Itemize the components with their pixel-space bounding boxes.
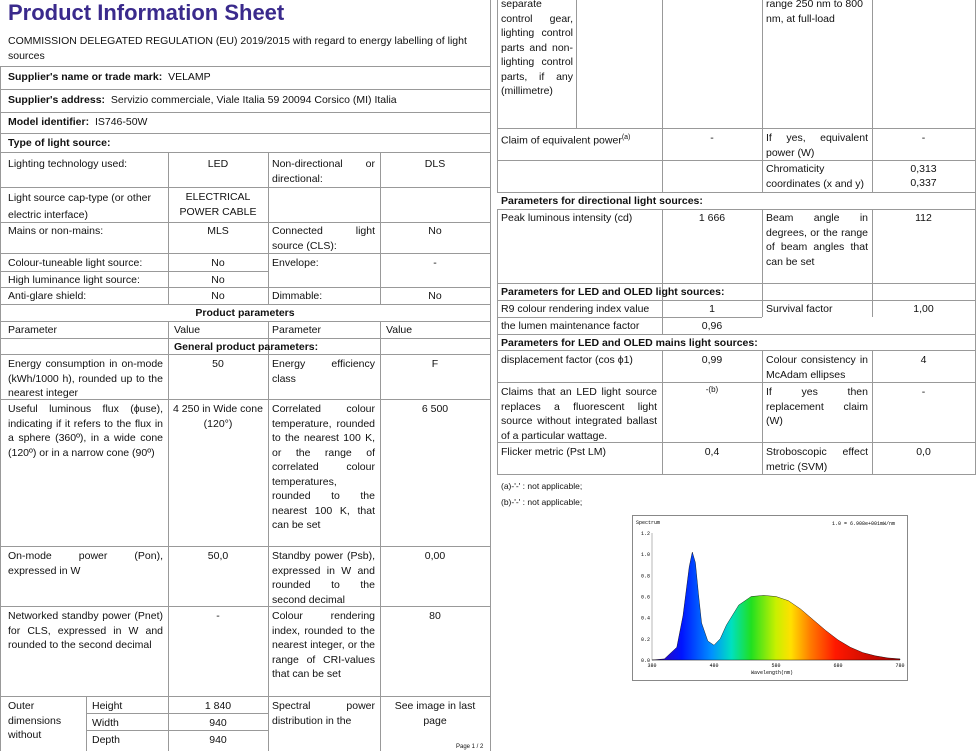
led-heading: Parameters for LED and OLED light sources: bbox=[501, 286, 725, 298]
peak-label: Peak luminous intensity (cd) bbox=[501, 212, 633, 224]
tech-value: LED bbox=[207, 158, 229, 170]
chart-legend: 1.0 = 6.908e+001mW/nm bbox=[832, 521, 896, 527]
cap-value: ELECTRICAL POWER CABLE bbox=[179, 191, 257, 218]
netstandby-label: Networked standby power (Pnet) for CLS, expressed in W and rounded to the second decimal bbox=[8, 610, 163, 651]
tuneable-label: Colour-tuneable light source: bbox=[8, 257, 143, 269]
product-params-heading: Product parameters bbox=[195, 307, 295, 319]
efficiency-value: F bbox=[431, 358, 439, 370]
chroma-label: Chromaticity coordinates (x and y) bbox=[766, 163, 865, 190]
mains-heading: Parameters for LED and OLED mains light sources: bbox=[501, 337, 758, 349]
equiv-sup: (a) bbox=[621, 134, 631, 141]
cct-label: Correlated colour temperature, rounded to the nearest 100 K, or the range of correlated colour temperatures, rounded to the nearest 100 K, that can be set bbox=[272, 403, 375, 531]
survival-label: Survival factor bbox=[766, 303, 833, 315]
chroma-y: 0,337 bbox=[910, 177, 937, 189]
dimmable-value: No bbox=[428, 290, 442, 302]
efficiency-label: Energy efficiency class bbox=[272, 358, 375, 385]
supplier-address-value: Servizio commerciale, Viale Italia 59 20094 Corsico (MI) Italia bbox=[110, 94, 397, 106]
note-a: (a)-'-' : not applicable; bbox=[501, 481, 583, 491]
onmode-value: 50,0 bbox=[207, 550, 229, 562]
type-heading: Type of light source: bbox=[8, 137, 111, 149]
y-tick-label: 0.8 bbox=[640, 573, 650, 580]
envelope-value: - bbox=[433, 257, 437, 269]
regulation-text: COMMISSION DELEGATED REGULATION (EU) 2019/2015 with regard to energy labelling of light sources bbox=[8, 35, 467, 62]
tech-label: Lighting technology used: bbox=[8, 158, 128, 170]
equiv-power-label: If yes, equivalent power (W) bbox=[766, 132, 868, 159]
range-text: range 250 nm to 800 nm, at full-load bbox=[766, 0, 863, 25]
supplier-name-label: Supplier's name or trade mark: bbox=[8, 71, 163, 83]
height-label: Height bbox=[92, 700, 123, 712]
y-tick-label: 0.6 bbox=[640, 594, 650, 601]
beam-label: Beam angle in degrees, or the range of beam angles that can be set bbox=[766, 212, 868, 268]
chroma-x: 0,313 bbox=[910, 163, 937, 175]
nondir-value: DLS bbox=[424, 158, 446, 170]
x-tick-label: 780 bbox=[895, 663, 905, 669]
x-tick-label: 680 bbox=[833, 663, 843, 669]
onmode-label: On-mode power (Pon), expressed in W bbox=[8, 550, 163, 577]
standby-label: Standby power (Psb), expressed in W and rounded to the second decimal bbox=[272, 550, 375, 606]
equiv-power-value: - bbox=[921, 132, 926, 144]
nondir-label: Non-directional or directional: bbox=[272, 158, 375, 185]
x-tick-label: 580 bbox=[771, 663, 781, 669]
equiv-row bbox=[501, 131, 661, 148]
col-value: Value bbox=[174, 324, 201, 336]
y-tick-label: 1.0 bbox=[640, 552, 650, 559]
cls-value: No bbox=[428, 225, 442, 237]
r9-label: R9 colour rendering index value bbox=[501, 303, 650, 315]
replace-label: If yes then replacement claim (W) bbox=[766, 386, 868, 427]
equiv-value: - bbox=[710, 132, 714, 144]
energy-label: Energy consumption in on-mode (kWh/1000 h), rounded up to the nearest integer bbox=[8, 358, 163, 399]
r9-value: 1 bbox=[709, 303, 715, 315]
equiv-label: Claim of equivalent power bbox=[501, 134, 622, 147]
supplier-name-value: VELAMP bbox=[168, 71, 211, 83]
claims-value: -(b) bbox=[705, 385, 719, 394]
claims-label: Claims that an LED light source replaces a fluorescent light source without integrated ballast of a particular wattage. bbox=[501, 386, 657, 442]
mains-value: MLS bbox=[207, 225, 229, 237]
supplier-address-row bbox=[8, 93, 488, 108]
general-heading: General product parameters: bbox=[174, 341, 319, 353]
spd-value: See image in last page bbox=[394, 700, 476, 727]
x-tick-label: 480 bbox=[709, 663, 719, 669]
note-b: (b)-'-' : not applicable; bbox=[501, 497, 583, 507]
peak-value: 1 666 bbox=[698, 212, 726, 224]
replace-value: - bbox=[921, 386, 926, 398]
flicker-value: 0,4 bbox=[704, 446, 720, 458]
model-label: Model identifier: bbox=[8, 116, 90, 128]
page-number: Page 1 / 2 bbox=[456, 744, 484, 750]
tuneable-value: No bbox=[211, 257, 225, 269]
flicker-label: Flicker metric (Pst LM) bbox=[501, 446, 606, 458]
dir-heading: Parameters for directional light sources: bbox=[501, 195, 703, 207]
y-tick-label: 0.0 bbox=[640, 658, 650, 664]
disp-label: displacement factor (cos ϕ1) bbox=[501, 354, 633, 366]
spd-label: Spectral power distribution in the bbox=[272, 700, 375, 727]
strobo-value: 0,0 bbox=[916, 446, 931, 458]
lumen-value: 0,96 bbox=[701, 320, 723, 332]
lumen-label: the lumen maintenance factor bbox=[501, 320, 640, 332]
y-tick-label: 0.2 bbox=[640, 636, 650, 643]
chart-title: Spectrum bbox=[636, 520, 661, 526]
netstandby-value: - bbox=[216, 610, 220, 622]
survival-value: 1,00 bbox=[913, 303, 934, 315]
flux-label: Useful luminous flux (ϕuse), indicating if it refers to the flux in a sphere (360º), in a wide cone (120º) or in a narrow cone (90º) bbox=[8, 403, 163, 459]
flux-value: 4 250 in Wide cone (120°) bbox=[173, 403, 263, 430]
width-value: 940 bbox=[209, 717, 227, 729]
col-value2: Value bbox=[386, 324, 413, 336]
standby-value: 0,00 bbox=[424, 550, 446, 562]
energy-value: 50 bbox=[212, 358, 224, 370]
beam-value: 112 bbox=[915, 212, 932, 224]
cri-label: Colour rendering index, rounded to the nearest integer, or the range of CRI-values that can be set bbox=[272, 610, 375, 680]
spectrum-chart bbox=[632, 515, 908, 681]
width-label: Width bbox=[92, 717, 119, 729]
depth-label: Depth bbox=[92, 734, 121, 746]
dimmable-label: Dimmable: bbox=[272, 290, 323, 302]
model-row bbox=[8, 115, 488, 130]
separate-label: separate control gear, lighting control parts and non-lighting control parts, if any (millimetre) bbox=[501, 0, 573, 97]
y-tick-label: 0.4 bbox=[640, 615, 650, 622]
height-value: 1 840 bbox=[204, 700, 232, 712]
antiglare-label: Anti-glare shield: bbox=[8, 290, 87, 302]
supplier-address-label: Supplier's address: bbox=[8, 94, 106, 106]
col-param: Parameter bbox=[8, 324, 58, 336]
cls-label: Connected light source (CLS): bbox=[272, 225, 375, 252]
model-value: IS746-50W bbox=[94, 116, 148, 128]
highlum-value: No bbox=[211, 274, 225, 286]
consist-label: Colour consistency in McAdam ellipses bbox=[766, 354, 868, 381]
cct-value: 6 500 bbox=[421, 403, 449, 415]
cri-value: 80 bbox=[429, 610, 441, 622]
outer-label: Outer dimensions without bbox=[8, 700, 62, 741]
highlum-label: High luminance light source: bbox=[8, 274, 140, 286]
page-title: Product Information Sheet bbox=[8, 0, 285, 25]
strobo-label: Stroboscopic effect metric (SVM) bbox=[766, 446, 868, 473]
x-axis-label: Wavelength(nm) bbox=[750, 670, 794, 676]
antiglare-value: No bbox=[211, 290, 225, 302]
col-param2: Parameter bbox=[272, 324, 322, 336]
cap-label: Light source cap-type (or other electric interface) bbox=[8, 192, 151, 221]
disp-value: 0,99 bbox=[701, 354, 723, 366]
mains-label: Mains or non-mains: bbox=[8, 225, 104, 237]
supplier-name-row bbox=[8, 70, 488, 85]
depth-value: 940 bbox=[209, 734, 227, 746]
consist-value: 4 bbox=[920, 354, 927, 366]
y-tick-label: 1.2 bbox=[640, 531, 650, 537]
envelope-label: Envelope: bbox=[272, 257, 319, 269]
x-tick-label: 380 bbox=[647, 663, 657, 669]
